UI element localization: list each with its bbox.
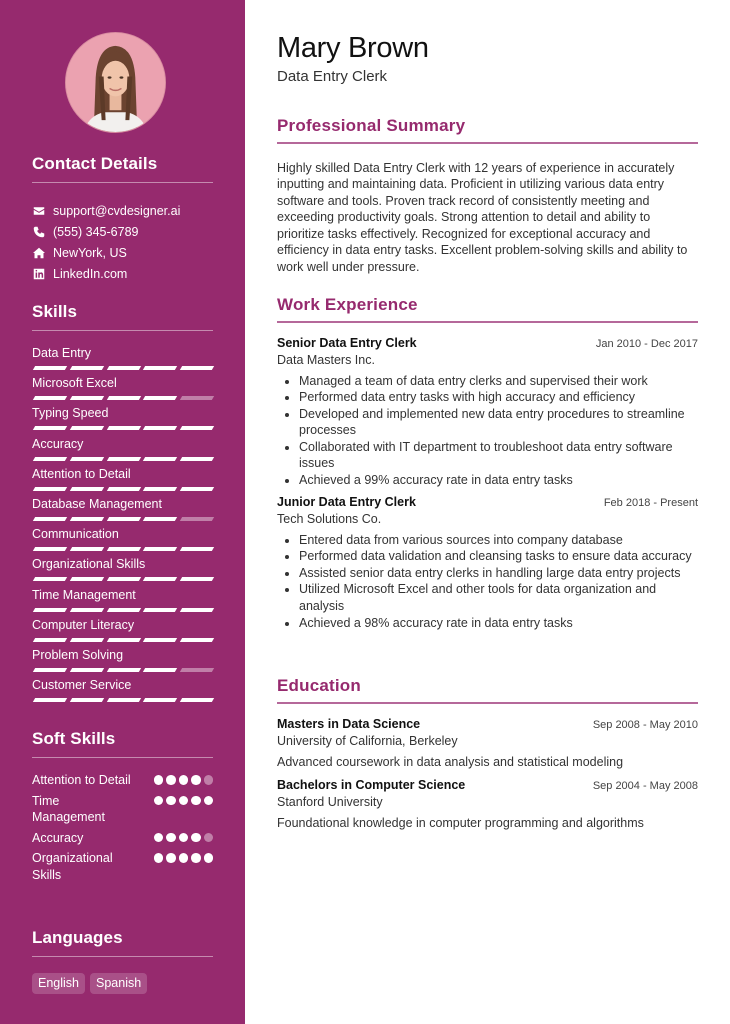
skill-level-bar (32, 668, 213, 672)
education-description: Advanced coursework in data analysis and statistical modeling (277, 754, 624, 769)
job-entry (277, 336, 698, 489)
level-segment (143, 487, 177, 491)
level-segment (70, 547, 104, 551)
skill-label: Time Management (32, 587, 136, 602)
summary-text: Highly skilled Data Entry Clerk with 12 years of experience in accurately inputting and maintaining data. Proficient in utilizing various data entry software and tools. Proven track record of consistently meeting and exceeding productivity goals. Strong attention to detail and ability to prioritize tasks effectively. Recognized for exceptional accuracy and efficiency in data entry tasks. Excellent problem-solving skills and ability to work well under pressure. (277, 160, 688, 275)
education-description: Foundational knowledge in computer programming and algorithms (277, 815, 644, 830)
education-header (277, 778, 698, 792)
skill-level-bar (32, 366, 213, 370)
level-segment (70, 608, 104, 612)
contact-phone[interactable] (32, 221, 213, 242)
level-segment (33, 608, 67, 612)
level-segment (143, 547, 177, 551)
skill-item (32, 557, 213, 587)
divider (32, 956, 213, 957)
level-segment (180, 638, 214, 642)
job-bullet: • Performed data validation and cleansing tasks to ensure data accuracy (299, 548, 698, 565)
language-tag: Spanish (90, 973, 147, 994)
contact-phone-text: (555) 345-6789 (53, 224, 139, 239)
level-segment (106, 366, 140, 370)
level-segment (106, 698, 140, 702)
school: University of California, Berkeley (277, 733, 458, 748)
level-segment (70, 517, 104, 521)
skill-list (32, 346, 213, 708)
rating-dot-icon (204, 853, 214, 863)
job-company: Data Masters Inc. (277, 352, 375, 367)
level-segment (180, 577, 214, 581)
level-segment (70, 487, 104, 491)
soft-skill-item (32, 793, 213, 826)
envelope-icon (32, 204, 46, 218)
level-segment (143, 668, 177, 672)
skill-label: Accuracy (32, 436, 84, 451)
level-segment (106, 547, 140, 551)
level-segment (33, 457, 67, 461)
contact-location-text: NewYork, US (53, 245, 127, 260)
skill-label: Microsoft Excel (32, 376, 117, 391)
experience-title: Work Experience (277, 295, 418, 314)
level-segment (33, 487, 67, 491)
candidate-name: Mary Brown (277, 32, 429, 64)
skill-level-bar (32, 517, 213, 521)
skills-title: Skills (32, 302, 78, 321)
education-title: Education (277, 676, 361, 695)
level-segment (180, 668, 214, 672)
job-bullet: • Performed data entry tasks with high accuracy and efficiency (299, 389, 698, 406)
soft-skills-section (32, 729, 213, 887)
job-entry (277, 495, 698, 632)
job-bullet: • Achieved a 98% accuracy rate in data entry tasks (299, 615, 698, 632)
languages-title: Languages (32, 928, 123, 947)
level-segment (180, 426, 214, 430)
soft-skill-rating (154, 793, 214, 806)
skill-label: Attention to Detail (32, 466, 131, 481)
skill-item (32, 678, 213, 708)
soft-skill-item (32, 772, 213, 789)
soft-skill-label: Organizational Skills (32, 851, 113, 882)
divider (277, 321, 698, 323)
divider (32, 182, 213, 183)
rating-dot-icon (179, 833, 189, 843)
rating-dot-icon (179, 853, 189, 863)
soft-skill-label: Attention to Detail (32, 773, 131, 787)
soft-skill-label: Accuracy (32, 830, 84, 845)
level-segment (33, 547, 67, 551)
level-segment (143, 396, 177, 400)
job-bullet: • Assisted senior data entry clerks in handling large data entry projects (299, 565, 698, 582)
level-segment (33, 668, 67, 672)
education-entry (277, 717, 698, 770)
rating-dot-icon (204, 775, 214, 785)
level-segment (143, 457, 177, 461)
experience-section (277, 295, 698, 631)
level-segment (106, 668, 140, 672)
skill-level-bar (32, 547, 213, 551)
home-icon (32, 246, 46, 260)
languages-section (32, 928, 213, 994)
job-bullet: • Managed a team of data entry clerks and supervised their work (299, 373, 698, 390)
skill-item (32, 437, 213, 467)
candidate-role: Data Entry Clerk (277, 68, 388, 85)
job-header (277, 336, 698, 350)
level-segment (143, 608, 177, 612)
language-tag: English (32, 973, 85, 994)
job-list (277, 336, 698, 632)
contact-title: Contact Details (32, 154, 158, 173)
level-segment (33, 698, 67, 702)
level-segment (180, 517, 214, 521)
level-segment (106, 396, 140, 400)
rating-dot-icon (166, 853, 176, 863)
rating-dot-icon (154, 796, 164, 806)
avatar (65, 32, 166, 133)
skill-label: Typing Speed (32, 406, 109, 421)
job-bullet: • Utilized Microsoft Excel and other tools for data organization and analysis (299, 581, 698, 614)
level-segment (70, 577, 104, 581)
level-segment (180, 547, 214, 551)
level-segment (143, 577, 177, 581)
education-header (277, 717, 698, 731)
level-segment (70, 457, 104, 461)
contact-linkedin[interactable] (32, 263, 213, 284)
school: Stanford University (277, 794, 383, 809)
job-dates: Feb 2018 - Present (603, 496, 698, 509)
soft-skill-item (32, 850, 213, 883)
rating-dot-icon (154, 853, 164, 863)
level-segment (33, 517, 67, 521)
skill-item (32, 648, 213, 678)
level-segment (106, 487, 140, 491)
contact-email[interactable] (32, 200, 213, 221)
level-segment (180, 487, 214, 491)
skill-item (32, 618, 213, 648)
rating-dot-icon (204, 833, 214, 843)
skill-level-bar (32, 396, 213, 400)
skill-item (32, 376, 213, 406)
level-segment (106, 608, 140, 612)
skill-label: Computer Literacy (32, 617, 135, 632)
level-segment (106, 457, 140, 461)
job-bullets (277, 373, 698, 489)
level-segment (180, 457, 214, 461)
skill-level-bar (32, 638, 213, 642)
language-list (32, 973, 213, 994)
contact-location (32, 242, 213, 263)
summary-section (277, 116, 698, 276)
education-section (277, 676, 698, 831)
job-header (277, 495, 698, 509)
level-segment (33, 577, 67, 581)
skill-level-bar (32, 457, 213, 461)
level-segment (70, 366, 104, 370)
degree: Masters in Data Science (277, 716, 421, 731)
level-segment (33, 426, 67, 430)
summary-title: Professional Summary (277, 116, 466, 135)
education-entry (277, 778, 698, 831)
level-segment (143, 426, 177, 430)
level-segment (143, 366, 177, 370)
skill-item (32, 497, 213, 527)
linkedin-icon (32, 267, 46, 281)
job-dates: Jan 2010 - Dec 2017 (595, 337, 698, 350)
contact-linkedin-text: LinkedIn.com (53, 266, 128, 281)
skill-level-bar (32, 426, 213, 430)
rating-dot-icon (191, 833, 201, 843)
level-segment (106, 638, 140, 642)
job-bullet: • Developed and implemented new data entry procedures to streamline processes (299, 406, 698, 439)
level-segment (70, 426, 104, 430)
sidebar (0, 0, 245, 1024)
rating-dot-icon (204, 796, 214, 806)
rating-dot-icon (166, 833, 176, 843)
job-bullet: • Achieved a 99% accuracy rate in data entry tasks (299, 472, 698, 489)
level-segment (33, 396, 67, 400)
level-segment (106, 517, 140, 521)
divider (32, 330, 213, 331)
level-segment (180, 608, 214, 612)
job-title: Senior Data Entry Clerk (277, 335, 417, 350)
level-segment (180, 698, 214, 702)
soft-skill-item (32, 830, 213, 847)
skill-label: Customer Service (32, 678, 132, 693)
skill-item (32, 346, 213, 376)
rating-dot-icon (191, 796, 201, 806)
skill-item (32, 527, 213, 557)
level-segment (106, 577, 140, 581)
level-segment (70, 698, 104, 702)
level-segment (70, 396, 104, 400)
skill-level-bar (32, 608, 213, 612)
divider (32, 757, 213, 758)
rating-dot-icon (154, 775, 164, 785)
education-dates: Sep 2008 - May 2010 (592, 718, 698, 731)
level-segment (180, 396, 214, 400)
contact-list (32, 200, 213, 284)
soft-skills-title: Soft Skills (32, 729, 116, 748)
level-segment (33, 638, 67, 642)
level-segment (143, 517, 177, 521)
skill-label: Organizational Skills (32, 557, 146, 572)
level-segment (180, 366, 214, 370)
rating-dot-icon (179, 796, 189, 806)
rating-dot-icon (191, 775, 201, 785)
skill-level-bar (32, 577, 213, 581)
level-segment (143, 638, 177, 642)
soft-skill-rating (154, 830, 214, 843)
rating-dot-icon (191, 853, 201, 863)
job-title: Junior Data Entry Clerk (277, 494, 416, 509)
level-segment (33, 366, 67, 370)
contact-email-text: support@cvdesigner.ai (53, 203, 181, 218)
education-dates: Sep 2004 - May 2008 (592, 779, 698, 792)
skill-label: Data Entry (32, 346, 92, 360)
skill-label: Problem Solving (32, 647, 124, 662)
rating-dot-icon (166, 775, 176, 785)
job-bullet: • Collaborated with IT department to troubleshoot data entry software issues (299, 439, 698, 472)
soft-skill-rating (154, 772, 214, 785)
skill-level-bar (32, 487, 213, 491)
job-company: Tech Solutions Co. (277, 511, 382, 526)
skill-label: Database Management (32, 496, 162, 511)
soft-skill-label: Time Management (32, 793, 105, 824)
skill-item (32, 588, 213, 618)
soft-skill-list (32, 772, 213, 883)
level-segment (106, 426, 140, 430)
level-segment (143, 698, 177, 702)
level-segment (70, 668, 104, 672)
rating-dot-icon (179, 775, 189, 785)
job-bullet: • Entered data from various sources into company database (299, 532, 698, 549)
skill-item (32, 406, 213, 436)
divider (277, 142, 698, 144)
contact-section (32, 154, 213, 284)
rating-dot-icon (154, 833, 164, 843)
skill-item (32, 467, 213, 497)
education-list (277, 717, 698, 831)
skills-section (32, 302, 213, 708)
divider (277, 702, 698, 704)
degree: Bachelors in Computer Science (277, 777, 466, 792)
rating-dot-icon (166, 796, 176, 806)
skill-level-bar (32, 698, 213, 702)
portrait-photo-icon (66, 33, 165, 132)
skill-label: Communication (32, 527, 119, 542)
job-bullets (277, 532, 698, 632)
soft-skill-rating (154, 850, 214, 863)
level-segment (70, 638, 104, 642)
phone-icon (32, 225, 46, 239)
